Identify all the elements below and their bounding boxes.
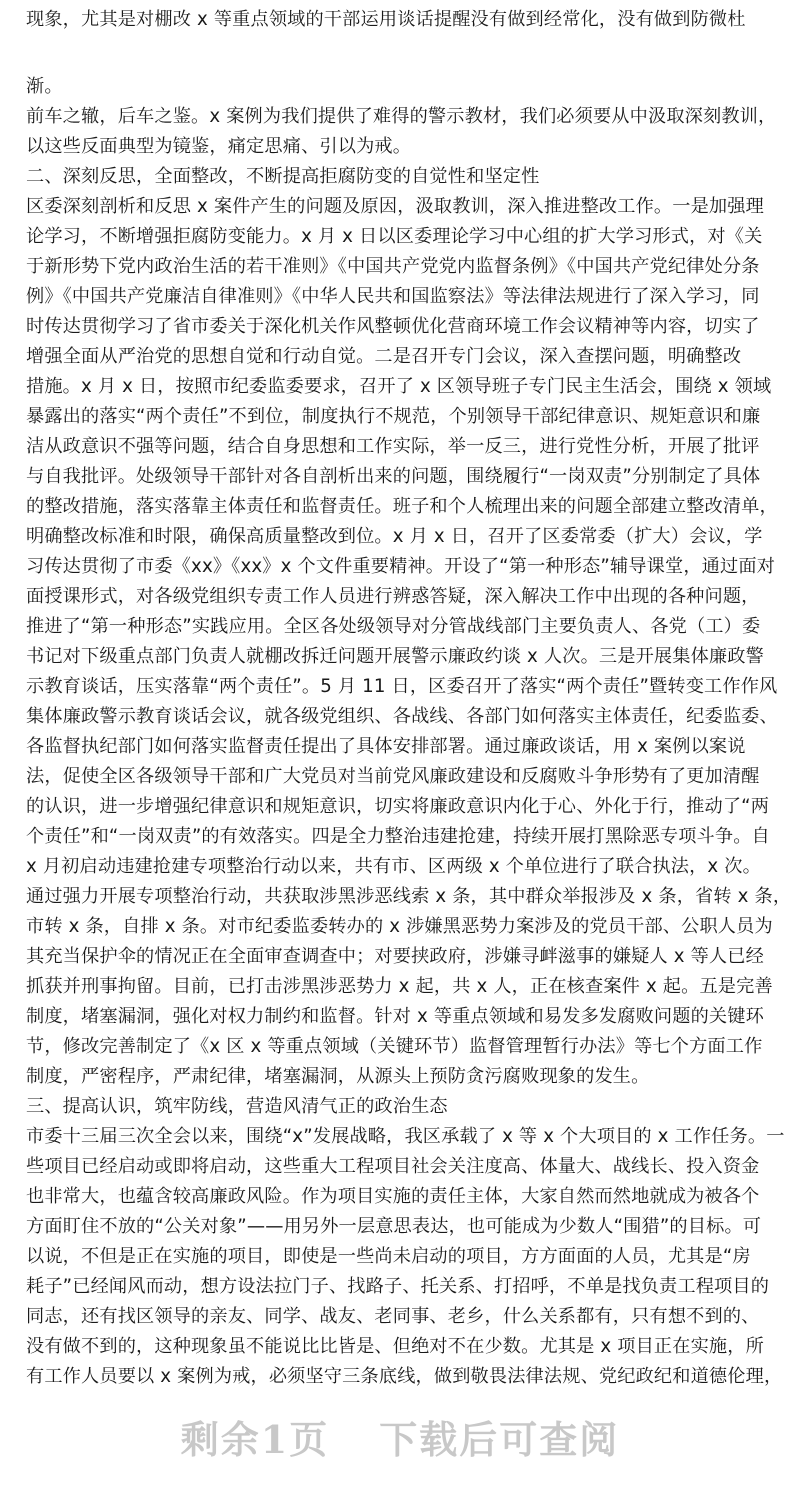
document-line: 时传达贯彻学习了省市委关于深化机关作风整顿优化营商环境工作会议精神等内容，切实了 xyxy=(26,316,760,337)
document-line: 也非常大，也蕴含较高廉政风险。作为项目实施的责任主体，大家自然而然地就成为被各个 xyxy=(26,1186,760,1207)
document-line: 区委深刻剖析和反思 x 案件产生的问题及原因，汲取教训，深入推进整改工作。一是加强理 xyxy=(26,196,764,217)
document-line: 市转 x 条，自排 x 条。对市纪委监委转办的 x 涉嫌黑恶势力案涉及的党员干部、公职人员为 xyxy=(26,916,773,937)
document-line: 通过强力开展专项整治行动，共获取涉黑涉恶线索 x 条，其中群众举报涉及 x 条，省转 x 条， xyxy=(26,886,792,907)
document-line: 推进了“第一种形态”实践应用。全区各处级领导对分管战线部门主要负责人、各党（工）委 xyxy=(26,616,761,637)
document-line: 节，修改完善制定了《x 区 x 等重点领域（关键环节）监督管理暂行办法》等七个方面工作 xyxy=(26,1036,763,1057)
document-line: 以说，不但是正在实施的项目，即使是一些尚未启动的项目，方方面面的人员，尤其是“房 xyxy=(26,1246,751,1267)
document-line: 暴露出的落实“两个责任”不到位，制度执行不规范，个别领导干部纪律意识、规矩意识和廉 xyxy=(26,406,761,427)
document-line: 与自我批评。处级领导干部针对各自剖析出来的问题，围绕履行“一岗双责”分别制定了具体 xyxy=(26,466,761,487)
document-line: 集体廉政警示教育谈话会议，就各级党组织、各战线、各部门如何落实主体责任，纪委监委、 xyxy=(26,706,778,727)
document-line: 同志，还有找区领导的亲友、同学、战友、老同事、老乡，什么关系都有，只有想不到的、 xyxy=(26,1306,760,1327)
document-line: 洁从政意识不强等问题，结合自身思想和工作实际，举一反三，进行党性分析，开展了批评 xyxy=(26,436,760,457)
download-hint-label: 下载后可查阅 xyxy=(379,1417,620,1462)
document-line: 书记对下级重点部门负责人就棚改拆迁问题开展警示廉政约谈 x 人次。三是开展集体廉政警 xyxy=(26,646,764,667)
document-line: 方面盯住不放的“公关对象”——用另外一层意思表达，也可能成为少数人“围猎”的目标。可 xyxy=(26,1216,762,1237)
document-body xyxy=(26,72,792,1392)
document-line: 其充当保护伞的情况正在全面审查调查中；对要挟政府，涉嫌寻衅滋事的嫌疑人 x 等人已经 xyxy=(26,946,764,967)
document-line: 制度，堵塞漏洞，强化对权力制约和监督。针对 x 等重点领域和易发多发腐败问题的关键环 xyxy=(26,1006,764,1027)
document-line: 示教育谈话，压实落靠“两个责任”。5 月 11 日，区委召开了落实“两个责任”暨转变工作作风 xyxy=(26,676,778,697)
document-line: 的认识，进一步增强纪律意识和规矩意识，切实将廉政意识内化于心、外化于行，推动了“两 xyxy=(26,796,770,817)
document-line: 制度，严密程序，严肃纪律，堵塞漏洞，从源头上预防贪污腐败现象的发生。 xyxy=(26,1066,650,1087)
download-prompt[interactable] xyxy=(0,1405,800,1475)
document-line: 习传达贯彻了市委《xx》《xx》x 个文件重要精神。开设了“第一种形态”辅导课堂，通过面对 xyxy=(26,556,776,577)
document-line: 的整改措施，落实落靠主体责任和监督责任。班子和个人梳理出来的问题全部建立整改清单， xyxy=(26,496,778,517)
document-line: x 月初启动违建抢建专项整治行动以来，共有市、区两级 x 个单位进行了联合执法，x 次。 xyxy=(26,856,761,877)
document-line: 抓获并刑事拘留。目前，已打击涉黑涉恶势力 x 起，共 x 人，正在核查案件 x 起。五是完善 xyxy=(26,976,773,997)
document-line: 没有做不到的，这种现象虽不能说比比皆是、但绝对不在少数。尤其是 x 项目正在实施，所 xyxy=(26,1336,764,1357)
document-line: 渐。 xyxy=(26,76,63,97)
document-line: 前车之辙，后车之鉴。x 案例为我们提供了难得的警示教材，我们必须要从中汲取深刻教训， xyxy=(26,106,777,127)
document-line: 三、提高认识，筑牢防线，营造风清气正的政治生态 xyxy=(26,1096,448,1117)
document-line: 论学习，不断增强拒腐防变能力。x 月 x 日以区委理论学习中心组的扩大学习形式，对《关 xyxy=(26,226,763,247)
document-line: 些项目已经启动或即将启动，这些重大工程项目社会关注度高、体量大、战线长、投入资金 xyxy=(26,1156,760,1177)
document-line: 个责任”和“一岗双责”的有效落实。四是全力整治违建抢建，持续开展打黑除恶专项斗争。自 xyxy=(26,826,770,847)
document-line: 有工作人员要以 x 案例为戒，必须坚守三条底线，做到敬畏法律法规、党纪政纪和道德伦理， xyxy=(26,1366,783,1387)
document-line: 增强全面从严治党的思想自觉和行动自觉。二是召开专门会议，深入查摆问题，明确整改 xyxy=(26,346,742,367)
document-line: 以这些反面典型为镜鉴，痛定思痛、引以为戒。 xyxy=(26,136,412,157)
document-line: 明确整改标准和时限，确保高质量整改到位。x 月 x 日，召开了区委常委（扩大）会议，学 xyxy=(26,526,763,547)
document-top-line: 现象，尤其是对棚改 x 等重点领域的干部运用谈话提醒没有做到经常化，没有做到防微杜 xyxy=(26,9,746,30)
document-line: 例》《中国共产党廉洁自律准则》《中华人民共和国监察法》等法律法规进行了深入学习，同 xyxy=(26,286,760,307)
document-line: 市委十三届三次全会以来，围绕“x”发展战略，我区承载了 x 等 x 个大项目的 x 工作任务。一 xyxy=(26,1126,785,1147)
document-line: 法，促使全区各级领导干部和广大党员对当前党风廉政建设和反腐败斗争形势有了更加清醒 xyxy=(26,766,760,787)
document-line: 于新形势下党内政治生活的若干准则》《中国共产党党内监督条例》《中国共产党纪律处分条 xyxy=(26,256,760,277)
document-line: 耗子”已经闻风而动，想方设法拉门子、找路子、托关系、打招呼，不单是找负责工程项目的 xyxy=(26,1276,770,1297)
document-line: 措施。x 月 x 日，按照市纪委监委要求，召开了 x 区领导班子专门民主生活会，围绕 x 领域 xyxy=(26,376,772,397)
document-line: 二、深刻反思，全面整改，不断提高拒腐防变的自觉性和坚定性 xyxy=(26,166,540,187)
document-line: 面授课形式，对各级党组织专责工作人员进行辨惑答疑，深入解决工作中出现的各种问题， xyxy=(26,586,760,607)
document-line: 各监督执纪部门如何落实监督责任提出了具体安排部署。通过廉政谈话，用 x 案例以案说 xyxy=(26,736,746,757)
remaining-pages-label: 剩余1页 xyxy=(180,1417,330,1462)
